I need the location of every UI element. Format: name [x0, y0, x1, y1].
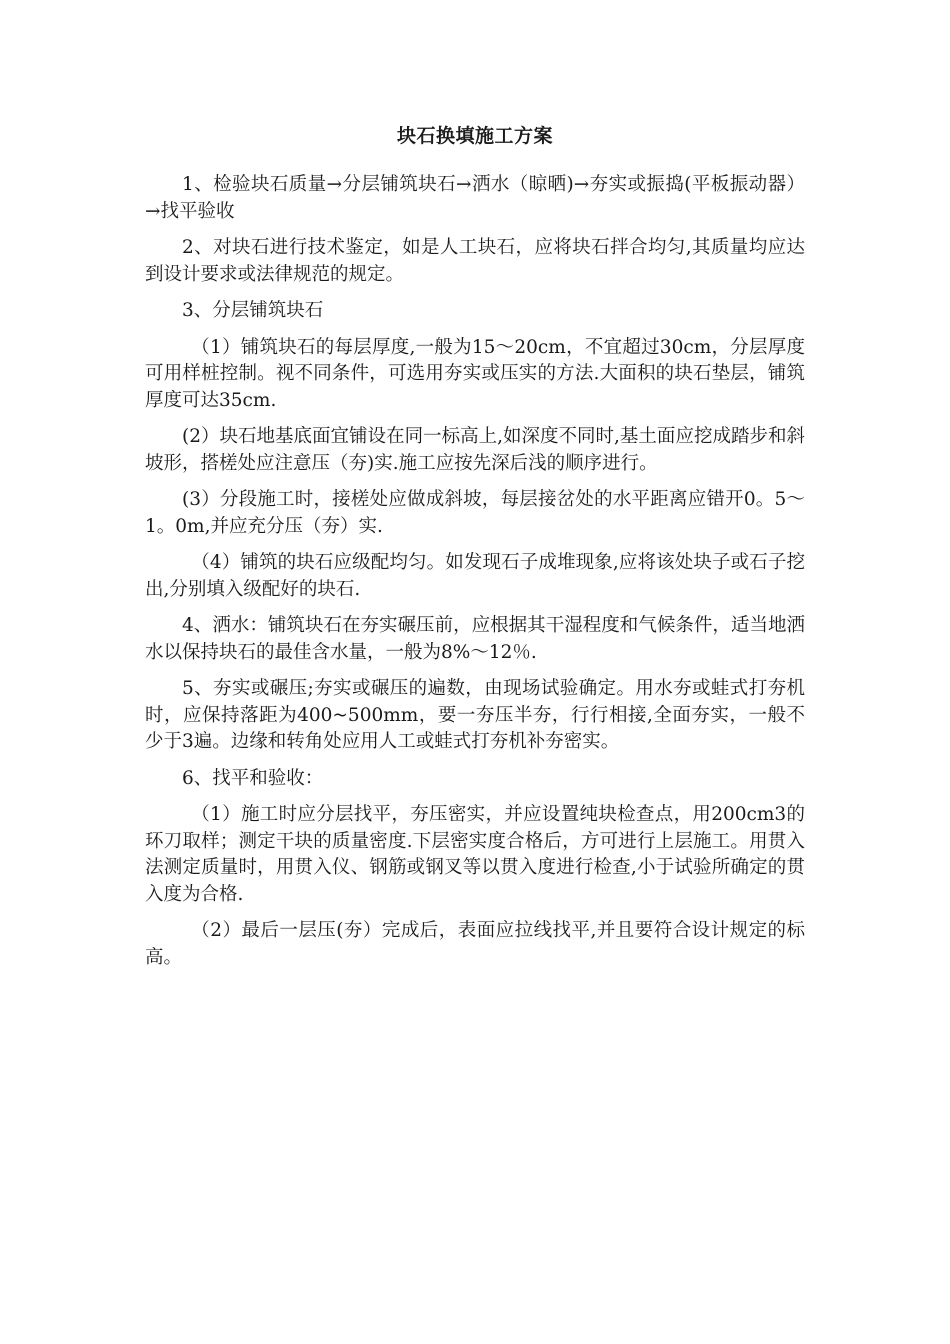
paragraph-step-6-item-2: （2）最后一层压(夯）完成后，表面应拉线找平,并且要符合设计规定的标高。: [145, 920, 805, 968]
document-body: [145, 122, 805, 981]
paragraph-step-6-heading: 6、找平和验收：: [182, 767, 324, 789]
paragraph-step-4: 4、洒水：铺筑块石在夯实碾压前，应根据其干湿程度和气候条件，适当地洒水以保持块石的最佳含水量，一般为8%～12％.: [145, 615, 805, 663]
document-title: 块石换填施工方案: [396, 125, 553, 147]
paragraph-step-3-heading: 3、分层铺筑块石: [182, 300, 324, 321]
paragraph-step-6-item-1: （1）施工时应分层找平，夯压密实，并应设置纯块检查点，用200cm3的环刀取样；测定干块的质量密度.下层密实度合格后，方可进行上层施工。用贯入法测定质量时，用贯入仪、钢筋或钢叉等以贯入度进行检查,小于试验所确定的贯入度为合格.: [145, 804, 805, 905]
paragraph-step-3-item-3: (3）分段施工时，接槎处应做成斜坡，每层接岔处的水平距离应错开0。5～1。0m,并应充分压（夯）实.: [145, 489, 805, 537]
paragraph-step-1: 1、检验块石质量→分层铺筑块石→洒水（晾晒)→夯实或振捣(平板振动器）→找平验收: [145, 174, 805, 222]
paragraph-step-5: 5、夯实或碾压;夯实或碾压的遍数，由现场试验确定。用水夯或蛙式打夯机时，应保持落距为400~500mm，要一夯压半夯，行行相接,全面夯实，一般不少于3遍。边缘和转角处应用人工或蛙式打夯机补夯密实。: [145, 678, 805, 752]
paragraph-step-2: 2、对块石进行技术鉴定，如是人工块石，应将块石拌合均匀,其质量均应达到设计要求或法律规范的规定。: [145, 237, 805, 285]
paragraph-step-3-item-4: （4）铺筑的块石应级配均匀。如发现石子成堆现象,应将该处块子或石子挖出,分别填入级配好的块石.: [145, 552, 805, 600]
paragraph-step-3-item-2: (2）块石地基底面宜铺设在同一标高上,如深度不同时,基土面应挖成踏步和斜坡形，搭槎处应注意压（夯)实.施工应按先深后浅的顺序进行。: [145, 426, 805, 474]
paragraph-step-3-item-1: （1）铺筑块石的每层厚度,一般为15～20cm，不宜超过30cm，分层厚度可用样桩控制。视不同条件，可选用夯实或压实的方法.大面积的块石垫层，铺筑厚度可达35cm.: [145, 336, 805, 411]
